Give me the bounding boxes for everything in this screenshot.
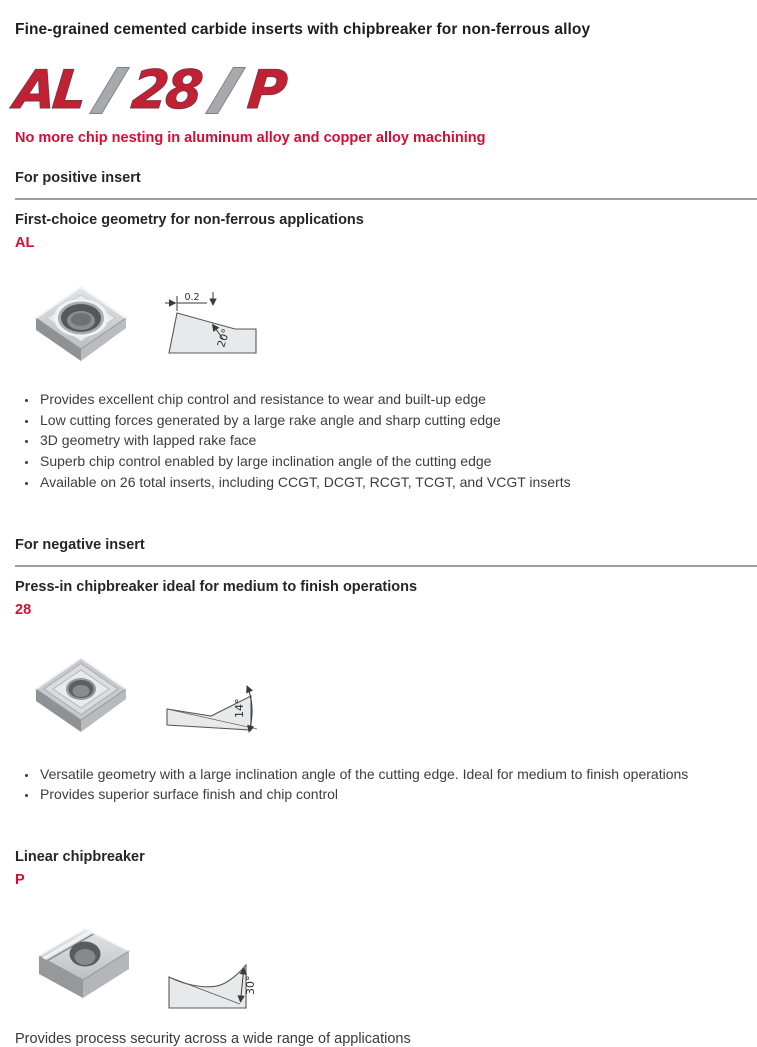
- chipbreaker-code-al: AL: [15, 235, 35, 251]
- chipbreaker-code-28: 28: [15, 601, 32, 618]
- figure-row-al: [29, 277, 757, 363]
- chipbreaker-profile-p: [161, 958, 256, 1014]
- section-heading-al: First-choice geometry for non-ferrous applications: [15, 212, 364, 228]
- group-label-negative: For negative insert: [15, 536, 145, 553]
- tagline: No more chip nesting in aluminum alloy and copper alloy machining: [15, 130, 486, 146]
- note-text: Provides process security across a wide range of applications: [15, 1030, 411, 1047]
- insert-photo-p: [29, 914, 133, 1006]
- feature-item: • Low cutting forces generated by a large rake angle and sharp cutting edge: [38, 410, 757, 431]
- insert-photo-al: [29, 277, 133, 363]
- section-divider: [15, 198, 757, 200]
- feature-list-al: [15, 389, 757, 493]
- section-divider: [15, 565, 757, 567]
- section-heading-p: Linear chipbreaker: [15, 848, 145, 865]
- dimension-label-al: 0.2: [184, 292, 200, 303]
- logo-text-al: AL: [11, 59, 88, 121]
- insert-photo-28: [29, 644, 133, 736]
- figure-row-p: [29, 914, 757, 1014]
- logo-text-p: P: [244, 59, 287, 121]
- angle-label-p: 30°: [244, 975, 257, 995]
- page-title: Fine-grained cemented carbide inserts with chipbreaker for non-ferrous alloy: [15, 21, 591, 38]
- figure-row-28: [29, 644, 757, 738]
- feature-item: • Available on 26 total inserts, including CCGT, DCGT, RCGT, TCGT, and VCGT inserts: [38, 472, 757, 493]
- angle-label-28: 14°: [233, 698, 246, 718]
- feature-item: • Versatile geometry with a large inclination angle of the cutting edge. Ideal for medium to finish operations: [38, 764, 757, 785]
- chipbreaker-profile-al: [161, 287, 261, 361]
- product-logo: [11, 59, 757, 121]
- logo-slash-icon: [89, 67, 130, 114]
- section-heading-28: Press-in chipbreaker ideal for medium to finish operations: [15, 578, 418, 595]
- logo-text-28: 28: [128, 59, 203, 121]
- feature-item: • Superb chip control enabled by large inclination angle of the cutting edge: [38, 451, 757, 472]
- feature-list-28: [15, 764, 757, 805]
- group-label-positive: For positive insert: [15, 170, 141, 186]
- chipbreaker-profile-28: [161, 680, 261, 738]
- chipbreaker-code-p: P: [15, 871, 25, 888]
- feature-item: • Provides superior surface finish and chip control: [38, 784, 757, 805]
- feature-item: • 3D geometry with lapped rake face: [38, 430, 757, 451]
- angle-label-al: 20°: [215, 327, 233, 349]
- feature-item: • Provides excellent chip control and resistance to wear and built-up edge: [38, 389, 757, 410]
- logo-slash-icon: [204, 67, 245, 114]
